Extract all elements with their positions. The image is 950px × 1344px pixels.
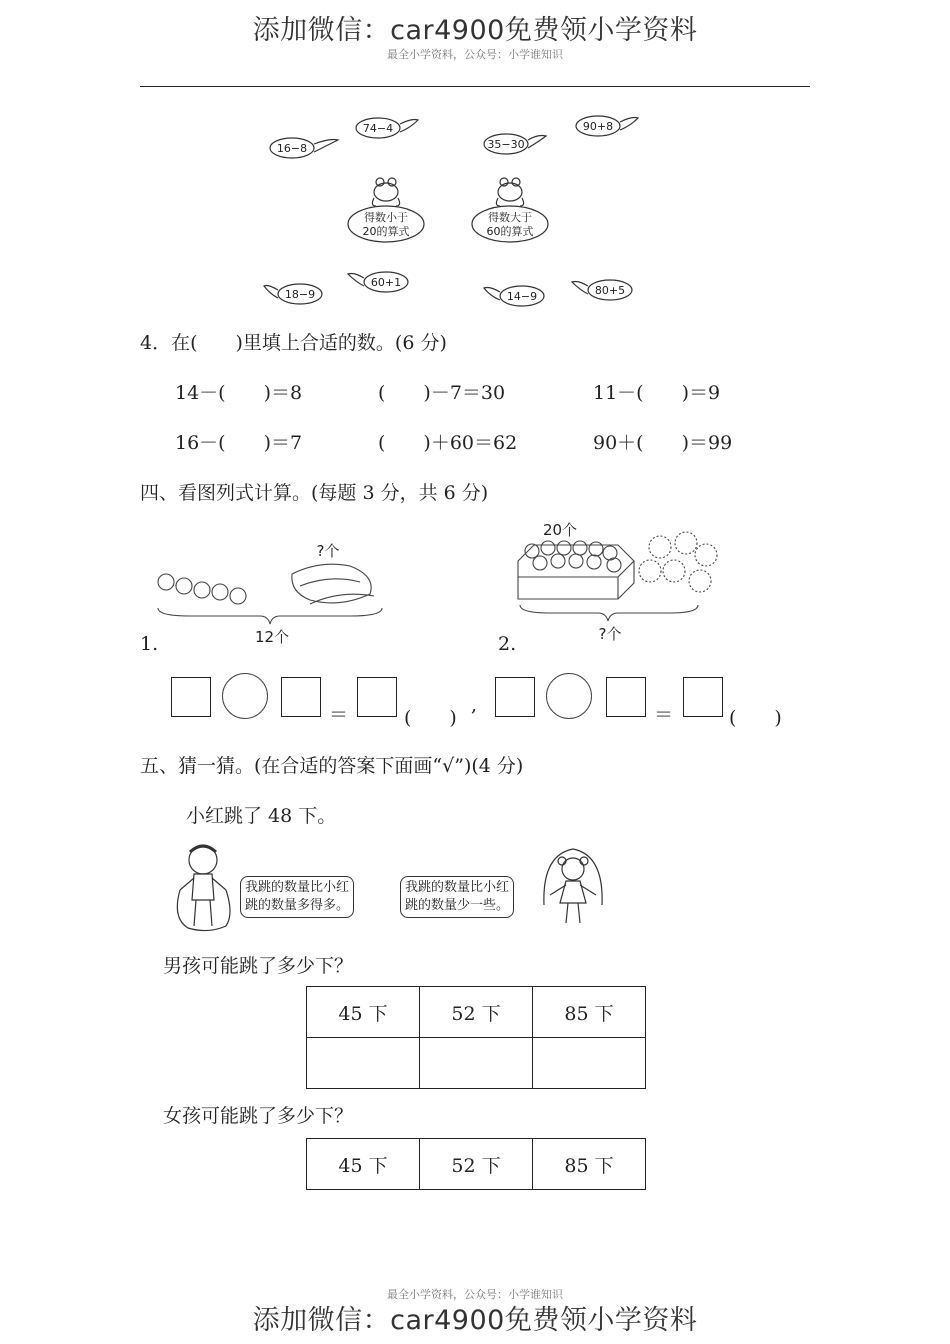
answer-box[interactable] <box>606 677 646 717</box>
option-cell: 85 下 <box>533 987 646 1038</box>
girl-figure <box>538 845 608 930</box>
peas-picture <box>150 530 400 650</box>
separator-comma: , <box>471 694 478 716</box>
balls-picture <box>510 515 725 645</box>
girl-answer-table <box>306 1138 646 1190</box>
boy-speech-bubble <box>240 876 354 918</box>
check-cell[interactable] <box>533 1038 646 1089</box>
option-cell: 52 下 <box>420 1139 533 1190</box>
frog-label-line2: 20的算式 <box>362 225 410 238</box>
option-cell: 45 下 <box>307 987 420 1038</box>
girl-speech-line1: 我跳的数量比小红 <box>405 880 510 895</box>
frog-label-line2: 60的算式 <box>486 225 534 238</box>
q4-title: 4．在( )里填上合适的数。(6 分) <box>140 332 447 354</box>
section5-intro: 小红跳了 48 下。 <box>186 805 337 827</box>
tadpole-label: 35−30 <box>487 138 525 151</box>
girl-speech-bubble <box>400 876 514 918</box>
q4-equation: 90＋( )＝99 <box>593 432 733 454</box>
frog-label-line1: 得数大于 <box>488 211 532 224</box>
frog-label-line1: 得数小于 <box>364 211 408 224</box>
balls-total-label: ?个 <box>598 625 622 643</box>
tadpole-label: 80+5 <box>594 284 626 297</box>
tadpole-label: 60+1 <box>370 276 402 289</box>
q4-equation: ( )＋60＝62 <box>378 432 518 454</box>
problem2-number: 2. <box>498 633 517 655</box>
q4-equation: ( )－7＝30 <box>378 382 506 404</box>
equals-sign: ＝ <box>654 704 674 726</box>
problem1-number: 1. <box>140 633 159 655</box>
q4-equation: 11－( )＝9 <box>593 382 721 404</box>
boy-question: 男孩可能跳了多少下？ <box>163 955 354 977</box>
balls-box-label: 20个 <box>542 521 578 539</box>
operator-circle[interactable] <box>546 673 592 719</box>
option-cell: 85 下 <box>533 1139 646 1190</box>
watermark-bottom: 添加微信：car4900免费领小学资料 <box>252 1305 698 1336</box>
operator-circle[interactable] <box>222 673 268 719</box>
peas-question-label: ?个 <box>316 542 340 560</box>
section4-title: 四、看图列式计算。(每题 3 分，共 6 分) <box>140 482 489 504</box>
tadpole-label: 16−8 <box>276 142 308 155</box>
answer-box[interactable] <box>357 677 397 717</box>
peas-total-label: 12个 <box>254 628 290 646</box>
tadpole-label: 18−9 <box>284 288 316 301</box>
section5-title: 五、猜一猜。(在合适的答案下面画“√”)(4 分) <box>140 755 524 777</box>
girl-speech-line2: 跳的数量少一些。 <box>405 898 510 913</box>
boy-speech-line1: 我跳的数量比小红 <box>245 880 350 895</box>
girl-question: 女孩可能跳了多少下？ <box>163 1105 354 1127</box>
check-cell[interactable] <box>307 1038 420 1089</box>
option-cell: 45 下 <box>307 1139 420 1190</box>
tadpole-frog-picture <box>260 110 660 310</box>
tadpole-label: 74−4 <box>362 122 394 135</box>
header-rule <box>140 86 810 87</box>
q4-equation: 16－( )＝7 <box>175 432 303 454</box>
answer-box[interactable] <box>171 677 211 717</box>
q4-equation: 14－( )＝8 <box>175 382 303 404</box>
boy-answer-table <box>306 986 646 1089</box>
option-cell: 52 下 <box>420 987 533 1038</box>
watermark-top: 添加微信：car4900免费领小学资料 <box>252 15 698 46</box>
footer-note: 最全小学资料，公众号：小学谁知识 <box>387 1288 563 1301</box>
boy-figure <box>168 838 238 933</box>
check-cell[interactable] <box>420 1038 533 1089</box>
tadpole-label: 90+8 <box>582 120 614 133</box>
equals-sign: ＝ <box>329 704 349 726</box>
answer-box[interactable] <box>281 677 321 717</box>
answer-box[interactable] <box>495 677 535 717</box>
unit-paren[interactable]: ( ) <box>729 707 782 729</box>
tadpole-label: 14−9 <box>506 290 538 303</box>
boy-speech-line2: 跳的数量多得多。 <box>245 898 350 913</box>
unit-paren[interactable]: ( ) <box>404 707 457 729</box>
header-note: 最全小学资料，公众号：小学谁知识 <box>387 48 563 61</box>
answer-box[interactable] <box>683 677 723 717</box>
